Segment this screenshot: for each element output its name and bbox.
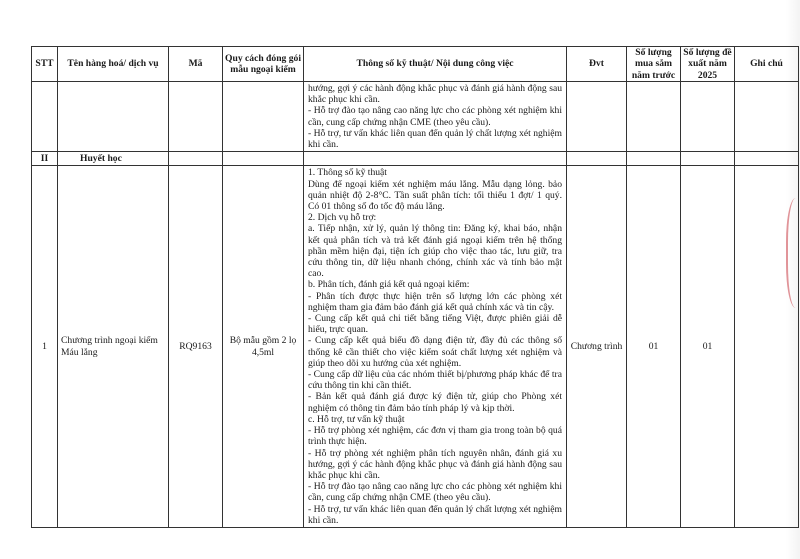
spec-line: 2. Dịch vụ hỗ trợ: <box>308 212 377 224</box>
spec-line: - Cung cấp dữ liệu của các nhóm thiết bị/phương pháp khác để tra cứu thông tin khi cần thiết. <box>308 369 562 392</box>
header-name: Tên hàng hoá/ dịch vụ <box>58 47 169 82</box>
header-qty-prev: Số lượng mua sắm năm trước <box>627 47 681 82</box>
item-unit: Chương trình <box>567 166 627 528</box>
header-qty-2025: Số lượng đề xuất năm 2025 <box>681 47 735 82</box>
table-row <box>32 166 799 528</box>
item-note <box>735 166 799 528</box>
spec-line: - Hỗ trợ đào tạo nâng cao năng lực cho các phòng xét nghiệm khi cần, cung cấp chứng nhận CME (theo yêu cầu). <box>308 481 562 504</box>
spec-line: - Hỗ trợ đào tạo nâng cao năng lực cho các phòng xét nghiệm khi cần, cung cấp chứng nhận CME (theo yêu cầu). <box>308 105 562 128</box>
header-spec: Thông số kỹ thuật/ Nội dung công việc <box>304 47 567 82</box>
spec-line: - Hỗ trợ phòng xét nghiệm, các đơn vị tham gia trong toàn bộ quá trình thực hiện. <box>308 425 562 448</box>
item-spec-cell <box>304 166 567 528</box>
item-packaging: Bộ mẫu gồm 2 lọ 4,5ml <box>223 166 304 528</box>
item-name: Chương trình ngoại kiểm Máu lắng <box>58 166 169 528</box>
spec-line: - Phân tích được thực hiện trên số lượng lớn các phòng xét nghiệm tham gia đảm bảo đánh giá kết quả chính xác và tin cậy. <box>308 290 562 313</box>
spec-line: - Cung cấp kết quả chi tiết bằng tiếng Việt, được phiên giải dễ hiểu, trực quan. <box>308 313 562 336</box>
continued-spec-cell <box>304 82 567 152</box>
item-qty-prev: 01 <box>627 166 681 528</box>
spec-line: 1. Thông số kỹ thuật <box>308 167 387 179</box>
spec-line: - Bản kết quả đánh giá được ký điện tử, giúp cho Phòng xét nghiệm có thông tin đảm bảo tính pháp lý và kịp thời. <box>308 391 562 414</box>
table-header-row <box>32 47 799 82</box>
section-row <box>32 152 799 166</box>
section-title: Huyết học <box>58 152 169 166</box>
section-number: II <box>32 152 58 166</box>
spec-line: Dùng để ngoại kiểm xét nghiệm máu lắng. Mẫu dạng lỏng. bảo quản nhiệt độ 2-8°C. Tần suất phân tích: tối thiểu 1 đợt/ 1 quý. Có 01 thông số đo tốc độ máu lắng. <box>308 178 562 213</box>
spec-line: - Hỗ trợ phòng xét nghiệm phân tích nguyên nhân, đánh giá xu hướng, gợi ý các hành động khắc phục và đánh giá hành động sau khắc phục khi cần. <box>308 447 562 481</box>
header-stt: STT <box>32 47 58 82</box>
continued-row <box>32 82 799 152</box>
equipment-spec-table <box>31 46 799 528</box>
header-code: Mã <box>169 47 223 82</box>
spec-line: - Cung cấp kết quả biểu đồ dạng điện tử, đầy đủ các thông số thống kê cần thiết cho việc kiểm soát chất lượng xét nghiệm và giúp theo dõi xu hướng của xét nghiệm. <box>308 335 562 369</box>
header-unit: Đvt <box>567 47 627 82</box>
item-stt: 1 <box>32 166 58 528</box>
spec-line: b. Phân tích, đánh giá kết quả ngoại kiểm: <box>308 279 470 291</box>
item-qty-2025: 01 <box>681 166 735 528</box>
spec-line: a. Tiếp nhận, xử lý, quản lý thông tin: Đăng ký, khai báo, nhận kết quả phân tích và trả kết đánh giá ngoại kiểm trên hệ thống phần mềm hiện đại, tiện ích giúp cho việc thao tác, lưu giữ, tra cứu thông tin, dữ liệu nhanh chóng, chính xác và tính bảo mật cao. <box>308 223 562 280</box>
spec-line: - Hỗ trợ, tư vấn khác liên quan đến quản lý chất lượng xét nghiệm khi cần. <box>308 503 562 526</box>
spec-line: - Hỗ trợ, tư vấn khác liên quan đến quản lý chất lượng xét nghiệm khi cần. <box>308 127 562 151</box>
spec-line: c. Hỗ trợ, tư vấn kỹ thuật <box>308 413 405 425</box>
item-code: RQ9163 <box>169 166 223 528</box>
spec-line: hướng, gợi ý các hành động khắc phục và đánh giá hành động sau khắc phục khi cần. <box>308 83 562 106</box>
header-note: Ghi chú <box>735 47 799 82</box>
header-packaging: Quy cách đóng gói mẫu ngoại kiểm <box>223 47 304 82</box>
